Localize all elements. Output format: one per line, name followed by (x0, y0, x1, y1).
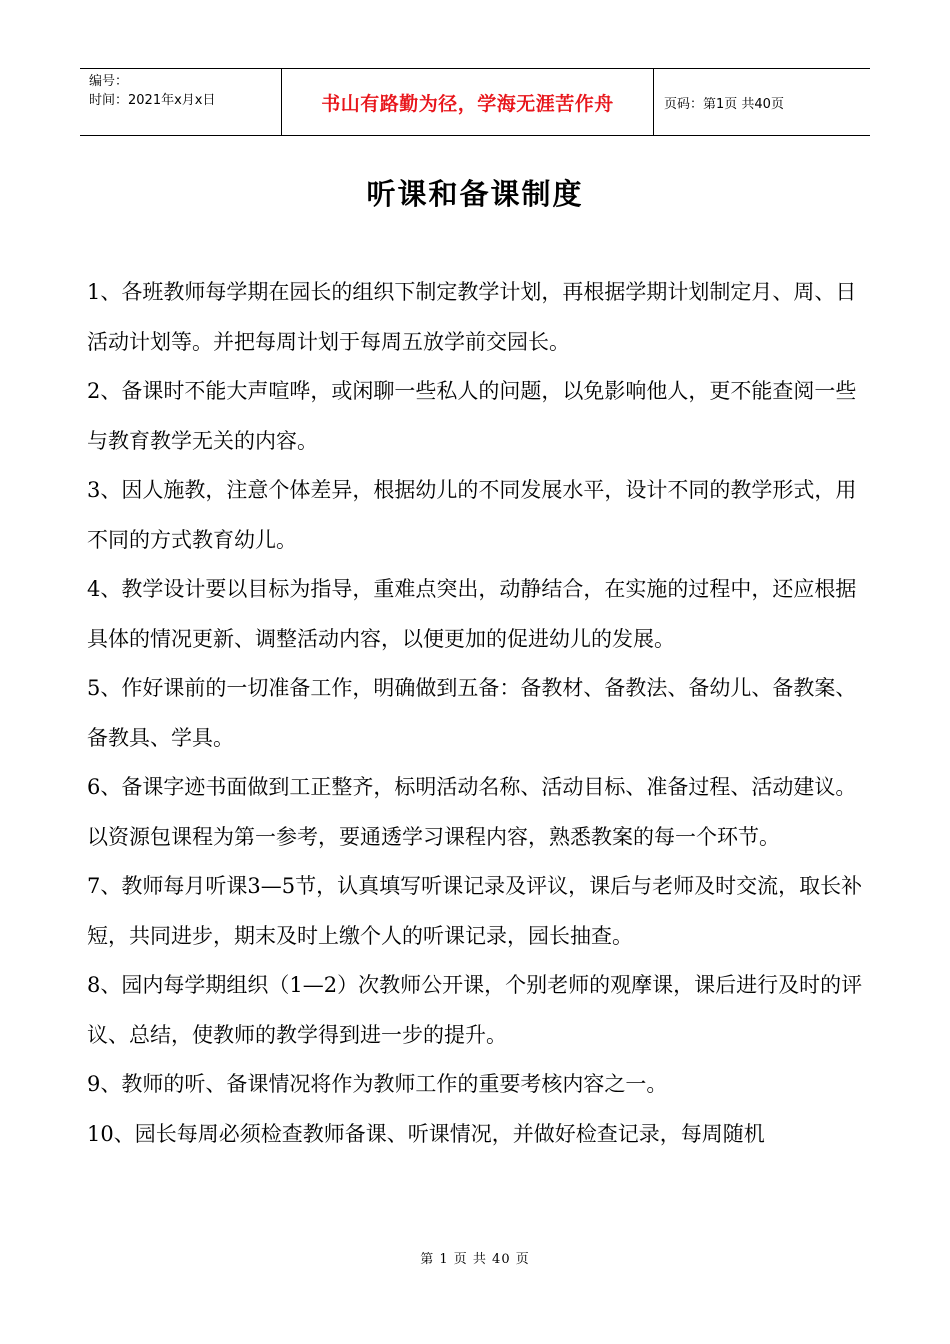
paragraph-9: 9、教师的听、备课情况将作为教师工作的重要考核内容之一。 (87, 1072, 668, 1096)
paragraph-2: 2、备课时不能大声喧哗，或闲聊一些私人的问题，以免影响他人，更不能查阅一些与教育教学无关的内容。 (87, 379, 857, 453)
document-header (80, 68, 870, 136)
paragraph-3: 3、因人施教，注意个体差异，根据幼儿的不同发展水平，设计不同的教学形式，用不同的方式教育幼儿。 (87, 478, 857, 552)
header-motto-cell (281, 69, 654, 135)
header-meta (80, 69, 281, 135)
paragraph-6: 6、备课字迹书面做到工正整齐，标明活动名称、活动目标、准备过程、活动建议。以资源包课程为第一参考，要通透学习课程内容，熟悉教案的每一个环节。 (87, 775, 857, 849)
paragraph-10: 10、园长每周必须检查教师备课、听课情况，并做好检查记录，每周随机 (87, 1121, 765, 1146)
paragraph-7: 7、教师每月听课3—5节，认真填写听课记录及评议，课后与老师及时交流，取长补短，共同进步，期末及时上缴个人的听课记录，园长抽查。 (87, 874, 863, 948)
document-body (87, 268, 877, 1159)
header-page-number: 页码：第1页 共40页 (664, 96, 784, 112)
document-title: 听课和备课制度 (366, 177, 584, 211)
document-number-label: 编号： (89, 74, 129, 89)
paragraph-1: 1、各班教师每学期在园长的组织下制定教学计划，再根据学期计划制定月、周、日活动计划等。并把每周计划于每周五放学前交园长。 (87, 280, 857, 354)
document-date: 时间：2021年x月x日 (89, 93, 216, 108)
paragraph-8: 8、园内每学期组织（1—2）次教师公开课，个别老师的观摩课，课后进行及时的评议、总结，使教师的教学得到进一步的提升。 (87, 973, 863, 1047)
header-motto: 书山有路勤为径，学海无涯苦作舟 (321, 92, 614, 115)
page-footer: 第 1 页 共 40 页 (420, 1252, 530, 1267)
header-page-info (654, 69, 870, 135)
paragraph-5: 5、作好课前的一切准备工作，明确做到五备：备教材、备教法、备幼儿、备教案、备教具、学具。 (87, 676, 857, 750)
paragraph-4: 4、教学设计要以目标为指导，重难点突出，动静结合，在实施的过程中，还应根据具体的情况更新、调整活动内容，以便更加的促进幼儿的发展。 (87, 577, 857, 651)
